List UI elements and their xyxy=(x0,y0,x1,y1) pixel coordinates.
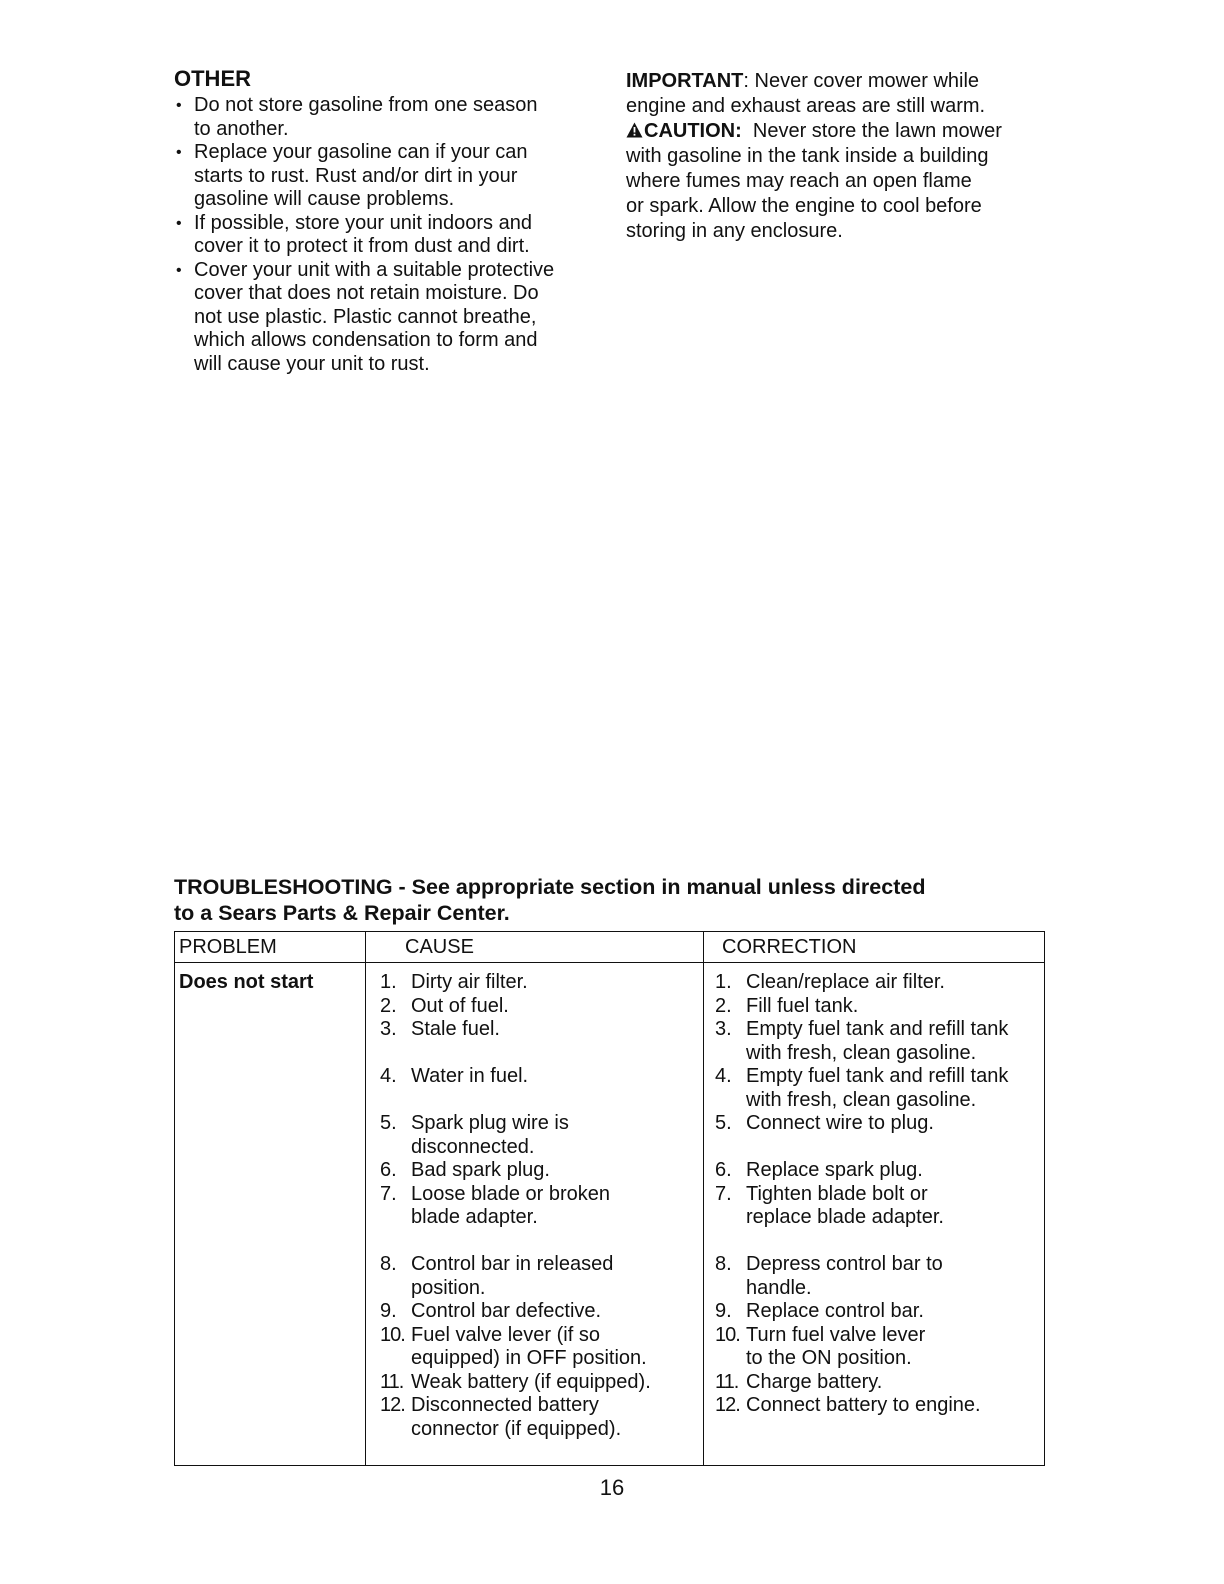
bullet-icon: • xyxy=(176,261,182,279)
cause-item: 4. Water in fuel. xyxy=(380,1065,529,1087)
header-divider xyxy=(175,962,1044,963)
other-bullet-list xyxy=(174,94,614,376)
bullet-icon: • xyxy=(176,214,182,232)
correction-item: 1. Clean/replace air filter. xyxy=(715,971,945,993)
caution-label: CAUTION: xyxy=(644,120,742,142)
problem-cell: Does not start xyxy=(179,971,314,993)
bullet-icon: • xyxy=(176,144,182,161)
important-note: IMPORTANT: Never cover mower while xyxy=(626,70,980,92)
correction-item: 7. Tighten blade bolt or replace blade adapter. xyxy=(715,1182,944,1228)
cause-item: 9. Control bar defective. xyxy=(380,1300,602,1322)
cause-item: 5. Spark plug wire is disconnected. xyxy=(380,1112,569,1158)
troubleshooting-heading: TROUBLESHOOTING - See appropriate section in manual unless directed to a Sears Parts & Repair Center. xyxy=(174,875,926,925)
list-item: • Cover your unit with a suitable protective cover that does not retain moisture. Do not use plastic. Plastic cannot breathe, which allows condensation to form and will cause your unit to rust. xyxy=(176,258,555,375)
correction-item: 12. Connect battery to engine. xyxy=(715,1394,981,1416)
safety-notes: IMPORTANT: Never cover mower while engine and exhaust areas are still warm. CAUTION: Never store the lawn mower with gasoline in the tank inside a building where fumes may reach an open flame or spark. Allow the engine to cool before storing in any enclosure. xyxy=(626,69,1066,244)
cause-item: 8. Control bar in released position. xyxy=(380,1253,614,1299)
column-header-cause: CAUSE xyxy=(405,936,474,958)
column-divider xyxy=(703,932,704,1465)
correction-item: 8. Depress control bar to handle. xyxy=(715,1253,943,1299)
troubleshooting-table xyxy=(174,931,1045,1466)
caution-note: CAUTION: Never store the lawn mower xyxy=(626,119,1066,144)
other-heading: OTHER xyxy=(174,66,251,91)
cause-item: 7. Loose blade or broken blade adapter. xyxy=(380,1182,611,1228)
bullet-icon: • xyxy=(176,97,182,114)
important-label: IMPORTANT xyxy=(626,70,744,92)
cause-item: 10. Fuel valve lever (if so equipped) in OFF position. xyxy=(380,1323,647,1369)
correction-item: 11. Charge battery. xyxy=(715,1370,883,1393)
cause-item: 6. Bad spark plug. xyxy=(380,1159,550,1181)
correction-item: 10. Turn fuel valve lever to the ON position. xyxy=(715,1323,926,1369)
cause-item: 1. Dirty air filter. xyxy=(380,971,528,993)
cause-item: 2. Out of fuel. xyxy=(380,994,509,1017)
correction-item: 9. Replace control bar. xyxy=(715,1300,924,1322)
list-item: • Do not store gasoline from one season to another. xyxy=(176,94,538,140)
correction-item: 4. Empty fuel tank and refill tank with fresh, clean gasoline. xyxy=(715,1065,1009,1111)
correction-item: 2. Fill fuel tank. xyxy=(715,994,859,1017)
column-header-problem: PROBLEM xyxy=(179,936,277,958)
list-item: • If possible, store your unit indoors and cover it to protect it from dust and dirt. xyxy=(176,211,532,257)
column-header-correction: CORRECTION xyxy=(722,936,857,958)
column-divider xyxy=(365,932,366,1465)
correction-item: 5. Connect wire to plug. xyxy=(715,1112,934,1134)
correction-item: 3. Empty fuel tank and refill tank with fresh, clean gasoline. xyxy=(715,1018,1009,1064)
cause-item: 12. Disconnected battery connector (if equipped). xyxy=(380,1394,622,1440)
cause-item: 3. Stale fuel. xyxy=(380,1018,500,1040)
other-section xyxy=(174,66,614,376)
warning-triangle-icon xyxy=(626,122,643,138)
page-number: 16 xyxy=(599,1475,625,1500)
list-item: • Replace your gasoline can if your can starts to rust. Rust and/or dirt in your gasoline will cause problems. xyxy=(176,141,528,210)
correction-item: 6. Replace spark plug. xyxy=(715,1159,923,1181)
cause-item: 11. Weak battery (if equipped). xyxy=(380,1370,651,1393)
